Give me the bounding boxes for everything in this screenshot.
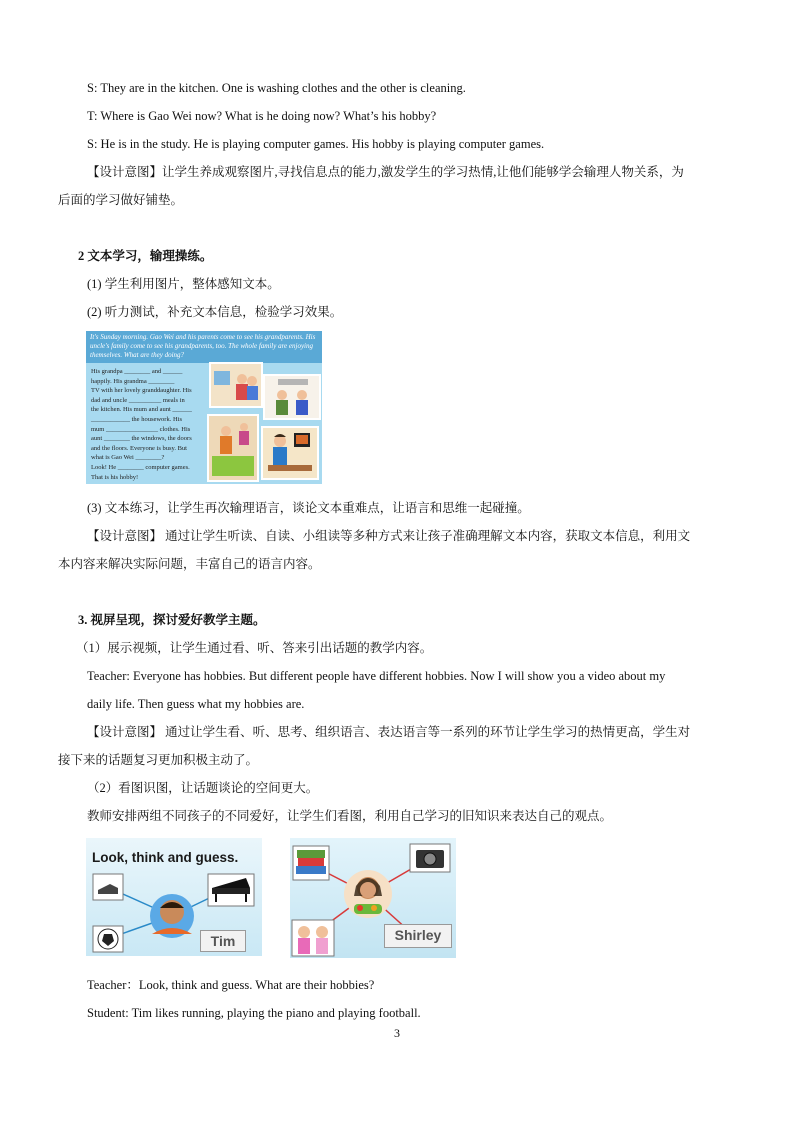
teacher-line-1b: daily life. Then guess what my hobbies are. [87,697,305,711]
passage-line: mum ________________ clothes. His [91,425,191,433]
step-1: (1) 学生利用图片，整体感知文本。 [87,277,280,291]
tim-hobbies-figure [86,838,262,956]
passage-line: and the floors. Everyone is busy. But [91,444,187,452]
text-study-figure [86,331,322,484]
section-heading-2: 2 文本学习，输理操练。 [78,249,213,263]
design-intent-3a: 【设计意图】 通过让学生看、听、思考、组织语言、表达语言等一系列的环节让学生学习的热情更高，学生对 [87,725,691,739]
design-intent-2b: 本内容来解决实际问题，丰富自己的语言内容。 [58,557,321,571]
section-heading-3: 3. 视屏呈现，探讨爱好教学主题。 [78,613,266,627]
name-label-shirley: Shirley [384,924,452,948]
passage-line: what is Gao Wei ________? [91,454,165,462]
student-answer: Student: Tim likes running, playing the piano and playing football. [87,1006,421,1020]
shirley-hobbies-figure [290,838,456,958]
video-step: （1）展示视频，让学生通过看、听、答来引出话题的教学内容。 [76,641,433,655]
figure-caption: It's Sunday morning. Gao Wei and his parents come to see his grandparents. His uncle's family come to see his grandparents, too. The whole family are enjoying themselves. What are they doing? [90,333,316,359]
passage-line: His grandpa ________ and ______ [91,368,183,375]
design-intent-3b: 接下来的话题复习更加积极主动了。 [58,753,259,767]
teacher-arrangement: 教师安排两组不同孩子的不同爱好，让学生们看图，利用自己学习的旧知识来表达自己的观点。 [87,809,613,823]
family-illustration [204,361,322,484]
passage-line: aunt ________ the windows, the doors [91,435,192,443]
design-intent-1a: 【设计意图】让学生养成观察图片,寻找信息点的能力,激发学生的学习热情,让他们能够学会输理人物关系，为 [87,165,684,179]
dialogue-line-3: S: He is in the study. He is playing computer games. His hobby is playing computer games. [87,137,545,151]
dialogue-line-2: T: Where is Gao Wei now? What is he doing now? What’s his hobby? [87,109,437,123]
passage-line: dad and uncle __________ meals in [91,396,185,404]
passage-line: That is his hobby! [91,473,139,481]
fill-in-passage [91,367,207,482]
design-intent-1b: 后面的学习做好铺垫。 [58,193,184,207]
design-intent-2a: 【设计意图】 通过让学生听读、自读、小组读等多种方式来让孩子准确理解文本内容，获取文本信息，利用文 [87,529,691,543]
picture-step: （2）看图识图，让话题谈论的空间更大。 [87,781,319,795]
dialogue-line-1: S: They are in the kitchen. One is washing clothes and the other is cleaning. [87,81,466,95]
figure-title: Look, think and guess. [92,850,239,865]
passage-line: happily. His grandma ________ [91,377,175,385]
passage-line: ____________ the housework. His [91,415,182,423]
page-number: 3 [394,1026,400,1040]
teacher-question: Teacher：Look, think and guess. What are their hobbies? [87,978,375,992]
passage-line: the kitchen. His mum and aunt ______ [91,406,192,414]
step-2: (2) 听力测试，补充文本信息，检验学习效果。 [87,305,343,319]
passage-line: Look! He ________ computer games. [91,463,190,471]
passage-line: TV with her lovely granddaughter. His [91,387,192,395]
teacher-line-1a: Teacher: Everyone has hobbies. But different people have different hobbies. Now I will show you a video about my [87,669,666,683]
name-label-tim: Tim [200,930,246,952]
step-3: (3) 文本练习，让学生再次输理语言，谈论文本重难点，让语言和思维一起碰撞。 [87,501,530,515]
